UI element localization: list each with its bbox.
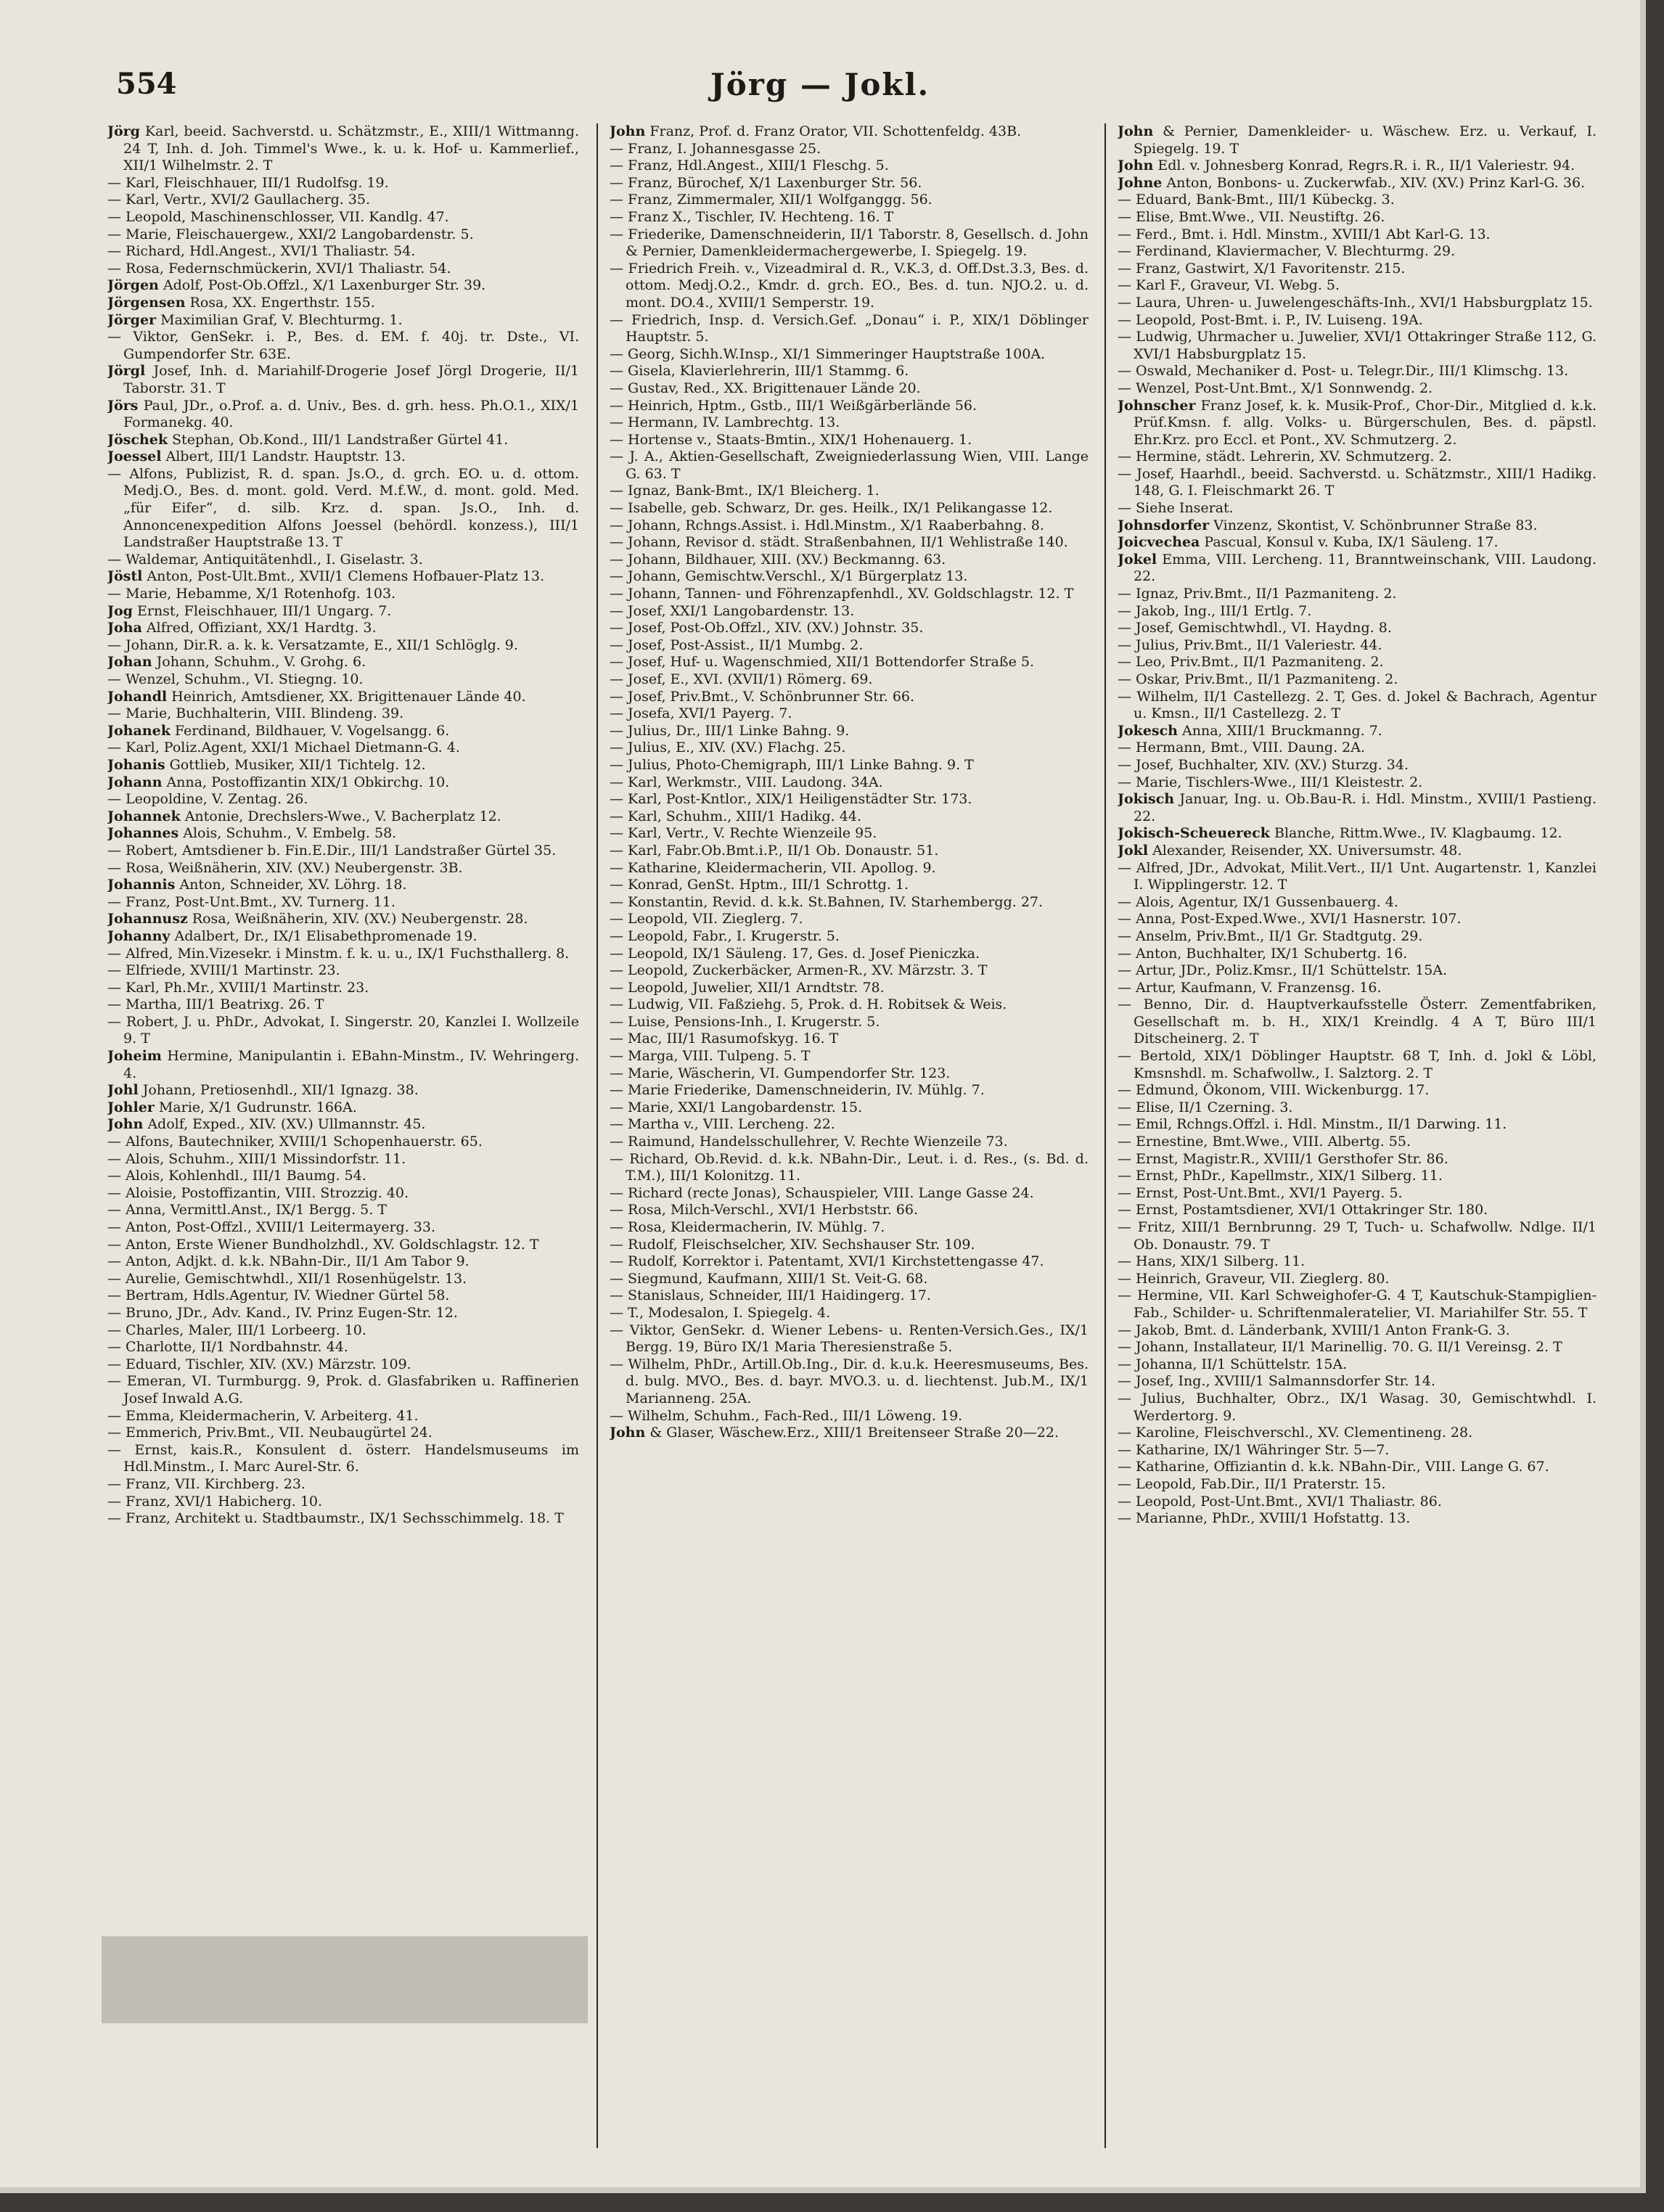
directory-entry: — Robert, Amtsdiener b. Fin.E.Dir., III/1 Landstraßer Gürtel 35. <box>107 842 557 859</box>
directory-entry: John & Glaser, Wäschew.Erz., XIII/1 Breitenseer Straße 20—22. <box>610 1425 1059 1441</box>
directory-entry: — Fritz, XIII/1 Bernbrunng. 29 T, Tuch- u. Schafwollw. Ndlge. II/1 Ob. Donaustr. 79. T <box>1118 1219 1597 1253</box>
directory-entry: — Marga, VIII. Tulpeng. 5. T <box>610 1048 811 1065</box>
directory-entry: — Anton, Post-Offzl., XVIII/1 Leitermayerg. 33. <box>107 1219 435 1235</box>
column-left <box>107 123 579 2148</box>
directory-entry: — Ernst, PhDr., Kapellmstr., XIX/1 Silberg. 11. <box>1118 1168 1443 1184</box>
directory-entry: — Johann, Dir.R. a. k. k. Versatzamte, E., XII/1 Schlöglg. 9. <box>107 636 518 653</box>
directory-entry: — Katharine, Offiziantin d. k.k. NBahn-Dir., VIII. Lange G. 67. <box>1118 1459 1549 1475</box>
directory-entry: John Edl. v. Johnesberg Konrad, Regrs.R. i. R., II/1 Valeriestr. 94. <box>1118 157 1575 174</box>
directory-entry: — Alois, Kohlenhdl., III/1 Baumg. 54. <box>107 1168 366 1184</box>
directory-entry: — Emil, Rchngs.Offzl. i. Hdl. Minstm., II/1 Darwing. 11. <box>1118 1116 1507 1133</box>
directory-entry: — Rosa, Milch-Verschl., XVI/1 Herbststr. 66. <box>610 1202 918 1218</box>
directory-entry: — T., Modesalon, I. Spiegelg. 4. <box>610 1304 831 1321</box>
directory-entry: Joicvechea Pascual, Konsul v. Kuba, IX/1 Säuleng. 17. <box>1118 534 1499 551</box>
directory-entry: — Karl, Post-Kntlor., XIX/1 Heiligenstädter Str. 173. <box>610 791 972 808</box>
directory-entry: — Karl, Fabr.Ob.Bmt.i.P., II/1 Ob. Donaustr. 51. <box>610 842 939 859</box>
directory-entry: — Ernst, Magistr.R., XVIII/1 Gersthofer Str. 86. <box>1118 1150 1448 1167</box>
directory-entry: — Karoline, Fleischverschl., XV. Clementineng. 28. <box>1118 1425 1473 1441</box>
directory-entry: — Viktor, GenSekr. i. P., Bes. d. EM. f. 40j. tr. Dste., VI. Gumpendorfer Str. 63E. <box>107 329 579 362</box>
directory-entry: — Hermann, Bmt., VIII. Daung. 2A. <box>1118 740 1366 756</box>
directory-entry: — Friedrich, Insp. d. Versich.Gef. „Donau“ i. P., XIX/1 Döblinger Hauptstr. 5. <box>610 311 1089 345</box>
directory-entry: — Rosa, Weißnäherin, XIV. (XV.) Neubergenstr. 3B. <box>107 859 463 876</box>
directory-entry: — Marie, Buchhalterin, VIII. Blindeng. 39. <box>107 705 404 722</box>
directory-entry: — Heinrich, Graveur, VII. Zieglerg. 80. <box>1118 1270 1390 1287</box>
column-right <box>1118 123 1597 2148</box>
directory-entry: — Josef, Buchhalter, XIV. (XV.) Sturzg. 34. <box>1118 756 1409 773</box>
directory-entry: — Ernst, Postamtsdiener, XVI/1 Ottakringer Str. 180. <box>1118 1202 1488 1218</box>
directory-entry: — Julius, E., XIV. (XV.) Flachg. 25. <box>610 740 846 756</box>
directory-entry: — Wilhelm, II/1 Castellezg. 2. T, Ges. d. Jokel & Bachrach, Agentur u. Kmsn., II/1 Castellezg. 2. T <box>1118 688 1597 722</box>
directory-entry: Johanis Gottlieb, Musiker, XII/1 Tichtelg. 12. <box>107 756 426 773</box>
directory-entry: — Hortense v., Staats-Bmtin., XIX/1 Hohenauerg. 1. <box>610 431 972 448</box>
directory-entry: — Artur, JDr., Poliz.Kmsr., II/1 Schüttelstr. 15A. <box>1118 962 1448 979</box>
directory-entry: — Friederike, Damenschneiderin, II/1 Taborstr. 8, Gesellsch. d. John & Pernier, Damenkleidermachergewerbe, I. Spiegelg. 19. <box>610 226 1089 260</box>
directory-entry: — Anna, Vermittl.Anst., IX/1 Bergg. 5. T <box>107 1202 387 1218</box>
directory-entry: Jog Ernst, Fleischhauer, III/1 Ungarg. 7. <box>107 602 392 619</box>
directory-entry: Johl Johann, Pretiosenhdl., XII/1 Ignazg. 38. <box>107 1082 419 1099</box>
directory-entry: — Franz, Post-Unt.Bmt., XV. Turnerg. 11. <box>107 893 395 910</box>
directory-entry: — Hans, XIX/1 Silberg. 11. <box>1118 1253 1306 1270</box>
directory-entry: — Emmerich, Priv.Bmt., VII. Neubaugürtel 24. <box>107 1425 433 1441</box>
directory-entry: — Anton, Buchhalter, IX/1 Schubertg. 16. <box>1118 945 1408 962</box>
directory-entry: Joessel Albert, III/1 Landstr. Hauptstr. 13. <box>107 448 406 465</box>
directory-entry: — Josef, XXI/1 Langobardenstr. 13. <box>610 602 855 619</box>
directory-entry: — Katharine, Kleidermacherin, VII. Apollog. 9. <box>610 859 936 876</box>
directory-entry: — Friedrich Freih. v., Vizeadmiral d. R., V.K.3, d. Off.Dst.3.3, Bes. d. ottom. Medj.O.2., Kmdr. d. grch. EO., Bes. d. tun. NJO.2. u. d. mont. DO.4., XVIII/1 Semperstr. 19. <box>610 260 1089 311</box>
directory-entry: — Alois, Agentur, IX/1 Gussenbauerg. 4. <box>1118 893 1398 910</box>
directory-entry: — Alfons, Bautechniker, XVIII/1 Schopenhauerstr. 65. <box>107 1134 483 1150</box>
directory-entry: — Karl, Vertr., V. Rechte Wienzeile 95. <box>610 825 877 842</box>
directory-entry: — Wilhelm, Schuhm., Fach-Red., III/1 Löweng. 19. <box>610 1407 963 1424</box>
directory-entry: Johandl Heinrich, Amtsdiener, XX. Brigittenauer Lände 40. <box>107 688 526 705</box>
directory-entry: — Ignaz, Bank-Bmt., IX/1 Bleicherg. 1. <box>610 483 880 499</box>
directory-entry: Johannes Alois, Schuhm., V. Embelg. 58. <box>107 825 397 842</box>
directory-entry: — Ernst, kais.R., Konsulent d. österr. Handelsmuseums im Hdl.Minstm., I. Marc Aurel-Str. 6. <box>107 1441 579 1475</box>
directory-entry: — Oskar, Priv.Bmt., II/1 Pazmaniteng. 2. <box>1118 671 1398 687</box>
directory-entry: Johannis Anton, Schneider, XV. Löhrg. 18. <box>107 877 407 893</box>
directory-entry: Johnscher Franz Josef, k. k. Musik-Prof., Chor-Dir., Mitglied d. k.k. Prüf.Kmsn. f. allg. Volks- u. Bürgerschulen, Bes. d. päpstl. Ehr.Krz. pro Eccl. et Pont., XV. Schmutzerg. 2. <box>1118 397 1597 448</box>
directory-entry: — Franz, Gastwirt, X/1 Favoritenstr. 215. <box>1118 260 1406 276</box>
directory-entry: — Georg, Sichh.W.Insp., XI/1 Simmeringer Hauptstraße 100A. <box>610 345 1046 362</box>
directory-entry: — Richard, Hdl.Angest., XVI/1 Thaliastr. 54. <box>107 243 416 260</box>
directory-entry: — Julius, Buchhalter, Obrz., IX/1 Wasag. 30, Gemischtwhdl. I. Werdertorg. 9. <box>1118 1390 1597 1424</box>
directory-entry: — Karl, Ph.Mr., XVIII/1 Martinstr. 23. <box>107 979 369 996</box>
page-number: 554 <box>116 67 177 101</box>
directory-entry: — Karl, Poliz.Agent, XXI/1 Michael Dietmann-G. 4. <box>107 740 460 756</box>
directory-entry: — Franz, VII. Kirchberg. 23. <box>107 1475 306 1492</box>
directory-entry: — Siegmund, Kaufmann, XIII/1 St. Veit-G. 68. <box>610 1270 928 1287</box>
directory-entry: — Ludwig, VII. Faßziehg. 5, Prok. d. H. Robitsek & Weis. <box>610 996 1007 1013</box>
directory-entry: — Karl, Schuhm., XIII/1 Hadikg. 44. <box>610 808 861 824</box>
directory-entry: — Bruno, JDr., Adv. Kand., IV. Prinz Eugen-Str. 12. <box>107 1304 458 1321</box>
directory-entry: — Anton, Erste Wiener Bundholzhdl., XV. Goldschlagstr. 12. T <box>107 1236 539 1253</box>
directory-entry: — Franz, XVI/1 Habicherg. 10. <box>107 1493 323 1510</box>
directory-entry: Jörgensen Rosa, XX. Engerthstr. 155. <box>107 294 375 311</box>
directory-entry: — Alfred, JDr., Advokat, Milit.Vert., II/1 Unt. Augartenstr. 1, Kanzlei I. Wipplingerstr. 12. T <box>1118 859 1597 893</box>
directory-entry: — Rosa, Kleidermacherin, IV. Mühlg. 7. <box>610 1219 885 1235</box>
directory-entry: Johnsdorfer Vinzenz, Skontist, V. Schönbrunner Straße 83. <box>1118 517 1538 533</box>
page-header <box>0 67 1640 110</box>
directory-entry: — Franz, Hdl.Angest., XIII/1 Fleschg. 5. <box>610 157 889 174</box>
directory-entry: — Josef, Ing., XVIII/1 Salmannsdorfer Str. 14. <box>1118 1373 1435 1390</box>
directory-entry: — Josef, Post-Assist., II/1 Mumbg. 2. <box>610 636 864 653</box>
directory-entry: Jokl Alexander, Reisender, XX. Universumstr. 48. <box>1118 842 1462 859</box>
directory-entry: — Franz, Bürochef, X/1 Laxenburger Str. 56. <box>610 174 922 191</box>
directory-entry: — Elise, Bmt.Wwe., VII. Neustiftg. 26. <box>1118 208 1385 225</box>
directory-entry: — Gisela, Klavierlehrerin, III/1 Stammg. 6. <box>610 363 909 380</box>
directory-entry: Jokesch Anna, XIII/1 Bruckmanng. 7. <box>1118 722 1382 739</box>
directory-entry: Johan Johann, Schuhm., V. Grohg. 6. <box>107 654 366 671</box>
directory-entry: — Konrad, GenSt. Hptm., III/1 Schrottg. 1. <box>610 877 909 893</box>
directory-entry: Johne Anton, Bonbons- u. Zuckerwfab., XIV. (XV.) Prinz Karl-G. 36. <box>1118 174 1586 191</box>
directory-entry: Jöschek Stephan, Ob.Kond., III/1 Landstraßer Gürtel 41. <box>107 431 509 448</box>
directory-entry: — Rudolf, Fleischselcher, XIV. Sechshauser Str. 109. <box>610 1236 975 1253</box>
directory-entry: — Leopold, Fab.Dir., II/1 Praterstr. 15. <box>1118 1475 1386 1492</box>
directory-entry: — Marie Friederike, Damenschneiderin, IV. Mühlg. 7. <box>610 1082 985 1099</box>
directory-entry: — Marie, Wäscherin, VI. Gumpendorfer Str. 123. <box>610 1065 951 1081</box>
directory-entry: — Josef, Post-Ob.Offzl., XIV. (XV.) Johnstr. 35. <box>610 620 924 636</box>
directory-entry: — Marie, Fleischauergew., XXI/2 Langobardenstr. 5. <box>107 226 474 242</box>
directory-entry: — Artur, Kaufmann, V. Franzensg. 16. <box>1118 979 1382 996</box>
directory-entry: — Ferdinand, Klaviermacher, V. Blechturmg. 29. <box>1118 243 1456 260</box>
directory-entry: — Leopold, VII. Zieglerg. 7. <box>610 911 803 927</box>
directory-entry: — Raimund, Handelsschullehrer, V. Rechte Wienzeile 73. <box>610 1134 1008 1150</box>
directory-entry: John Adolf, Exped., XIV. (XV.) Ullmannstr. 45. <box>107 1116 426 1133</box>
directory-entry: — Martha, III/1 Beatrixg. 26. T <box>107 996 324 1013</box>
directory-entry: — Leopold, Post-Unt.Bmt., XVI/1 Thaliastr. 86. <box>1118 1493 1442 1510</box>
directory-entry: — Konstantin, Revid. d. k.k. St.Bahnen, IV. Starhembergg. 27. <box>610 893 1044 910</box>
directory-entry: — Richard, Ob.Revid. d. k.k. NBahn-Dir., Leut. i. d. Res., (s. Bd. d. T.M.), III/1 Kolonitzg. 11. <box>610 1150 1089 1184</box>
directory-entry: — Leopold, IX/1 Säuleng. 17, Ges. d. Josef Pieniczka. <box>610 945 980 962</box>
directory-entry: — Franz, Architekt u. Stadtbaumstr., IX/1 Sechsschimmelg. 18. T <box>107 1510 564 1527</box>
directory-entry: Johannusz Rosa, Weißnäherin, XIV. (XV.) Neubergenstr. 28. <box>107 911 528 927</box>
directory-entry: — Julius, Photo-Chemigraph, III/1 Linke Bahng. 9. T <box>610 756 974 773</box>
directory-entry: — Josef, Priv.Bmt., V. Schönbrunner Str. 66. <box>610 688 915 705</box>
directory-entry: — Emma, Kleidermacherin, V. Arbeiterg. 41. <box>107 1407 419 1424</box>
directory-entry: — Josefa, XVI/1 Payerg. 7. <box>610 705 792 722</box>
directory-entry: — Karl, Werkmstr., VIII. Laudong. 34A. <box>610 774 883 790</box>
directory-entry: — Karl F., Graveur, VI. Webg. 5. <box>1118 277 1340 294</box>
directory-entry: — Marie, Tischlers-Wwe., III/1 Kleistestr. 2. <box>1118 774 1423 790</box>
directory-entry: John Franz, Prof. d. Franz Orator, VII. Schottenfeldg. 43B. <box>610 123 1022 139</box>
column-divider <box>1104 123 1106 2148</box>
directory-entry: — Josef, Huf- u. Wagenschmied, XII/1 Bottendorfer Straße 5. <box>610 654 1034 671</box>
directory-entry: — Mac, III/1 Rasumofskyg. 16. T <box>610 1031 839 1047</box>
directory-entry: — Rosa, Federnschmückerin, XVI/1 Thaliastr. 54. <box>107 260 451 276</box>
directory-entry: — Charlotte, II/1 Nordbahnstr. 44. <box>107 1339 348 1356</box>
directory-entry: — Johanna, II/1 Schüttelstr. 15A. <box>1118 1356 1348 1372</box>
directory-entry: — Martha v., VIII. Lercheng. 22. <box>610 1116 835 1133</box>
column-divider <box>597 123 598 2148</box>
directory-entry: — Leo, Priv.Bmt., II/1 Pazmaniteng. 2. <box>1118 654 1384 671</box>
directory-entry: Jokisch-Scheuereck Blanche, Rittm.Wwe., IV. Klagbaumg. 12. <box>1118 825 1562 842</box>
directory-entry: — Wenzel, Post-Unt.Bmt., X/1 Sonnwendg. 2. <box>1118 380 1433 396</box>
directory-entry: Johanny Adalbert, Dr., IX/1 Elisabethpromenade 19. <box>107 927 478 944</box>
directory-entry: — Jakob, Bmt. d. Länderbank, XVIII/1 Anton Frank-G. 3. <box>1118 1322 1510 1338</box>
directory-entry: — Edmund, Ökonom, VIII. Wickenburgg. 17. <box>1118 1082 1430 1099</box>
directory-entry: — Wilhelm, PhDr., Artill.Ob.Ing., Dir. d. k.u.k. Heeresmuseums, Bes. d. bulg. MVO., Bes. d. bayr. MVO.3. u. d. liechtenst. Jub.M., IX/1 Marianneng. 25A. <box>610 1356 1089 1406</box>
directory-entry: — Marie, Hebamme, X/1 Rotenhofg. 103. <box>107 586 396 602</box>
directory-entry: — Julius, Dr., III/1 Linke Bahng. 9. <box>610 722 850 739</box>
directory-entry: — Oswald, Mechaniker d. Post- u. Telegr.Dir., III/1 Klimschg. 13. <box>1118 363 1569 380</box>
directory-entry: — Leopoldine, V. Zentag. 26. <box>107 791 308 808</box>
directory-entry: — Johann, Tannen- und Föhrenzapfenhdl., XV. Goldschlagstr. 12. T <box>610 586 1074 602</box>
directory-entry: — Ludwig, Uhrmacher u. Juwelier, XVI/1 Ottakringer Straße 112, G. XVI/1 Habsburgplatz 15. <box>1118 329 1597 362</box>
directory-entry: — Wenzel, Schuhm., VI. Stiegng. 10. <box>107 671 364 687</box>
directory-entry: Jörg Karl, beeid. Sachverstd. u. Schätzmstr., E., XIII/1 Wittmanng. 24 T, Inh. d. Joh. Timmel's Wwe., k. u. k. Hof- u. Kammerlief., XII/1 Wilhelmstr. 2. T <box>107 123 579 174</box>
directory-entry: — Hermine, städt. Lehrerin, XV. Schmutzerg. 2. <box>1118 448 1452 465</box>
directory-entry: — Josef, Gemischtwhdl., VI. Haydng. 8. <box>1118 620 1392 636</box>
directory-entry: — Hermine, VII. Karl Schweighofer-G. 4 T, Kautschuk-Stampiglien-Fab., Schilder- u. Schriftenmaleratelier, VI. Mariahilfer Str. 55. T <box>1118 1287 1597 1321</box>
directory-entry: — Bertold, XIX/1 Döblinger Hauptstr. 68 T, Inh. d. Jokl & Löbl, Kmsnshdl. m. Schafwollw., I. Salztorg. 2. T <box>1118 1048 1597 1081</box>
directory-entry: — Leopold, Post-Bmt. i. P., IV. Luiseng. 19A. <box>1118 311 1423 328</box>
directory-entry: — Ernestine, Bmt.Wwe., VIII. Albertg. 55. <box>1118 1134 1411 1150</box>
directory-entry: — Gustav, Red., XX. Brigittenauer Lände 20. <box>610 380 921 396</box>
directory-entry: — Stanislaus, Schneider, III/1 Haidingerg. 17. <box>610 1287 931 1304</box>
directory-entry: — Marie, XXI/1 Langobardenstr. 15. <box>610 1099 863 1115</box>
directory-entry: Johann Anna, Postoffizantin XIX/1 Obkirchg. 10. <box>107 774 450 790</box>
directory-entry: — Eduard, Bank-Bmt., III/1 Kübeckg. 3. <box>1118 192 1395 208</box>
directory-entry: — Waldemar, Antiquitätenhdl., I. Giselastr. 3. <box>107 551 423 568</box>
directory-entry: Jokisch Januar, Ing. u. Ob.Bau-R. i. Hdl. Minstm., XVIII/1 Pastieng. 22. <box>1118 791 1597 824</box>
directory-entry: — Johann, Rchngs.Assist. i. Hdl.Minstm., X/1 Raaberbahng. 8. <box>610 517 1044 533</box>
directory-entry: — Josef, E., XVI. (XVII/1) Römerg. 69. <box>610 671 873 687</box>
directory-entry: — Emeran, VI. Turmburgg. 9, Prok. d. Glasfabriken u. Raffinerien Josef Inwald A.G. <box>107 1373 579 1406</box>
directory-entry: Jörgl Josef, Inh. d. Mariahilf-Drogerie Josef Jörgl Drogerie, II/1 Taborstr. 31. T <box>107 363 579 396</box>
directory-entry: — Johann, Bildhauer, XIII. (XV.) Beckmanng. 63. <box>610 551 946 568</box>
directory-entry: — Aloisie, Postoffizantin, VIII. Strozzig. 40. <box>107 1184 409 1201</box>
directory-entry: — Benno, Dir. d. Hauptverkaufsstelle Österr. Zementfabriken, Gesellschaft m. b. H., XIX/1 Kreindlg. 4 A T, Büro III/1 Ditscheinerg. 2. T <box>1118 996 1597 1047</box>
directory-entry: — Charles, Maler, III/1 Lorbeerg. 10. <box>107 1322 366 1338</box>
running-head: Jörg — Jokl. <box>710 67 930 102</box>
directory-entry: — Johann, Revisor d. städt. Straßenbahnen, II/1 Wehlistraße 140. <box>610 534 1068 551</box>
directory-entry: Jöstl Anton, Post-Ult.Bmt., XVII/1 Clemens Hofbauer-Platz 13. <box>107 568 545 585</box>
directory-entry: Joha Alfred, Offiziant, XX/1 Hardtg. 3. <box>107 620 377 636</box>
directory-entry: — Anselm, Priv.Bmt., II/1 Gr. Stadtgutg. 29. <box>1118 927 1423 944</box>
directory-entry: — Luise, Pensions-Inh., I. Krugerstr. 5. <box>610 1013 880 1030</box>
directory-entry: Jörs Paul, JDr., o.Prof. a. d. Univ., Bes. d. grh. hess. Ph.O.1., XIX/1 Formanekg. 40. <box>107 397 579 431</box>
directory-entry: — Elise, II/1 Czerning. 3. <box>1118 1099 1293 1115</box>
directory-entry: — Karl, Fleischhauer, III/1 Rudolfsg. 19. <box>107 174 389 191</box>
directory-entry: — Rudolf, Korrektor i. Patentamt, XVI/1 Kirchstettengasse 47. <box>610 1253 1044 1270</box>
directory-entry: — Ernst, Post-Unt.Bmt., XVI/1 Payerg. 5. <box>1118 1184 1403 1201</box>
directory-entry: — Leopold, Zuckerbäcker, Armen-R., XV. Märzstr. 3. T <box>610 962 988 979</box>
directory-entry: Johler Marie, X/1 Gudrunstr. 166A. <box>107 1099 357 1115</box>
directory-entry: — Siehe Inserat. <box>1118 500 1234 517</box>
directory-entry: Johanek Ferdinand, Bildhauer, V. Vogelsangg. 6. <box>107 722 450 739</box>
directory-entry: — Heinrich, Hptm., Gstb., III/1 Weißgärberlände 56. <box>610 397 978 414</box>
directory-entry: — J. A., Aktien-Gesellschaft, Zweigniederlassung Wien, VIII. Lange G. 63. T <box>610 448 1089 482</box>
directory-entry: — Alfons, Publizist, R. d. span. Js.O., d. grch. EO. u. d. ottom. Medj.O., Bes. d. mont. gold. Verd. M.f.W., d. mont. gold. Med. „für Eifer“, d. silb. Krz. d. span. Js.O., Inh. d. Annoncenexpedition Alfons Joessel (behördl. konzess.), III/1 Landstraßer Hauptstraße 13. T <box>107 465 579 551</box>
directory-entry: — Leopold, Fabr., I. Krugerstr. 5. <box>610 927 840 944</box>
directory-entry: Jörger Maximilian Graf, V. Blechturmg. 1. <box>107 311 403 328</box>
directory-entry: — Robert, J. u. PhDr., Advokat, I. Singerstr. 20, Kanzlei I. Wollzeile 9. T <box>107 1013 579 1047</box>
directory-entry: Jokel Emma, VIII. Lercheng. 11, Branntweinschank, VIII. Laudong. 22. <box>1118 551 1597 585</box>
directory-entry: — Anton, Adjkt. d. k.k. NBahn-Dir., II/1 Am Tabor 9. <box>107 1253 470 1270</box>
directory-entry: — Leopold, Maschinenschlosser, VII. Kandlg. 47. <box>107 208 449 225</box>
directory-entry: — Aurelie, Gemischtwhdl., XII/1 Rosenhügelstr. 13. <box>107 1270 467 1287</box>
directory-entry: — Ignaz, Priv.Bmt., II/1 Pazmaniteng. 2. <box>1118 586 1397 602</box>
directory-entry: — Alfred, Min.Vizesekr. i Minstm. f. k. u. u., IX/1 Fuchsthallerg. 8. <box>107 945 570 962</box>
directory-entry: — Franz, Zimmermaler, XII/1 Wolfganggg. 56. <box>610 192 933 208</box>
directory-entry: — Johann, Gemischtw.Verschl., X/1 Bürgerplatz 13. <box>610 568 968 585</box>
directory-entry: — Franz X., Tischler, IV. Hechteng. 16. T <box>610 208 894 225</box>
directory-entry: — Karl, Vertr., XVI/2 Gaullacherg. 35. <box>107 192 371 208</box>
directory-entry: — Isabelle, geb. Schwarz, Dr. ges. Heilk., IX/1 Pelikangasse 12. <box>610 500 1053 517</box>
directory-entry: — Marianne, PhDr., XVIII/1 Hofstattg. 13. <box>1118 1510 1411 1527</box>
directory-entry: — Jakob, Ing., III/1 Ertlg. 7. <box>1118 602 1312 619</box>
directory-entry: — Julius, Priv.Bmt., II/1 Valeriestr. 44. <box>1118 636 1382 653</box>
directory-entry: — Johann, Installateur, II/1 Marinellig. 70. G. II/1 Vereinsg. 2. T <box>1118 1339 1562 1356</box>
directory-entry: — Leopold, Juwelier, XII/1 Arndtstr. 78. <box>610 979 885 996</box>
directory-entry: John & Pernier, Damenkleider- u. Wäschew. Erz. u. Verkauf, I. Spiegelg. 19. T <box>1118 123 1597 157</box>
directory-entry: — Franz, I. Johannesgasse 25. <box>610 140 821 157</box>
directory-entry: — Hermann, IV. Lambrechtg. 13. <box>610 414 840 431</box>
directory-entry: — Richard (recte Jonas), Schauspieler, VIII. Lange Gasse 24. <box>610 1184 1034 1201</box>
directory-entry: — Anna, Post-Exped.Wwe., XVI/1 Hasnerstr. 107. <box>1118 911 1462 927</box>
directory-entry: — Elfriede, XVIII/1 Martinstr. 23. <box>107 962 340 979</box>
directory-entry: — Alois, Schuhm., XIII/1 Missindorfstr. 11. <box>107 1150 406 1167</box>
directory-entry: — Josef, Haarhdl., beeid. Sachverstd. u. Schätzmstr., XIII/1 Hadikg. 148, G. I. Fleischmarkt 26. T <box>1118 465 1597 499</box>
directory-entry: Joheim Hermine, Manipulantin i. EBahn-Minstm., IV. Wehringerg. 4. <box>107 1048 579 1081</box>
directory-entry: — Ferd., Bmt. i. Hdl. Minstm., XVIII/1 Abt Karl-G. 13. <box>1118 226 1491 242</box>
directory-entry: — Laura, Uhren- u. Juwelengeschäfts-Inh., XVI/1 Habsburgplatz 15. <box>1118 294 1593 311</box>
directory-entry: — Bertram, Hdls.Agentur, IV. Wiedner Gürtel 58. <box>107 1287 450 1304</box>
directory-entry: — Viktor, GenSekr. d. Wiener Lebens- u. Renten-Versich.Ges., IX/1 Bergg. 19, Büro IX/1 Maria Theresienstraße 5. <box>610 1322 1089 1356</box>
directory-entry: — Katharine, IX/1 Währinger Str. 5—7. <box>1118 1441 1390 1458</box>
directory-entry: Jörgen Adolf, Post-Ob.Offzl., X/1 Laxenburger Str. 39. <box>107 277 486 294</box>
column-middle <box>610 123 1089 2148</box>
directory-entry: — Eduard, Tischler, XIV. (XV.) Märzstr. 109. <box>107 1356 411 1372</box>
directory-entry: Johannek Antonie, Drechslers-Wwe., V. Bacherplatz 12. <box>107 808 501 824</box>
